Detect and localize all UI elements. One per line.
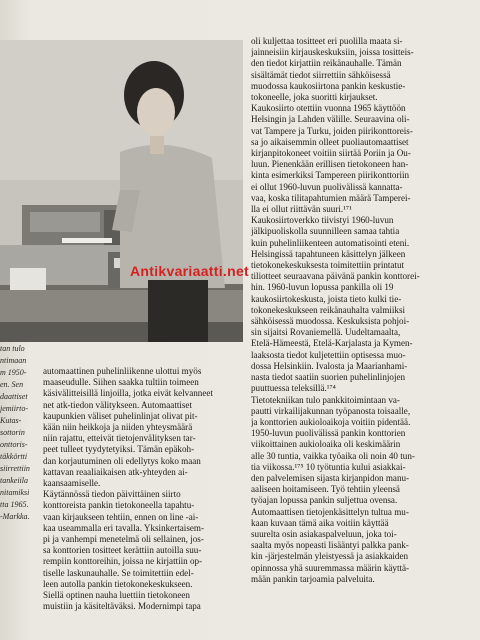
text-line: kin -järjestelmän yleistyessä ja asiakkaiden [251, 551, 409, 562]
text-line: kaupunkien väliset puhelinlinjat olivat pit- [43, 410, 198, 421]
caption-line: jemiirto- [0, 404, 28, 413]
text-line: hin. 1960-luvun lopussa pankilla oli 19 [251, 282, 394, 293]
text-line: rempiin konttoreihin, joissa ne kirjattiin op- [43, 556, 203, 567]
text-line: kään niin heikkoja ja niiden yhteysmäärä [43, 422, 193, 433]
caption-line: onttoris- [0, 440, 28, 449]
text-line: kaansaamiselle. [43, 478, 101, 489]
text-line: kirjanpitokoneet voitiin siirtää Poriin ja Ou- [251, 148, 411, 159]
caption-line: en. Sen [0, 380, 24, 389]
text-line: kaukosiirtokeskusta, joista tieto kulki tie- [251, 293, 402, 304]
text-line: työajan lopussa pankin suljettua ovensa. [251, 495, 398, 506]
text-line: kaan kuvaan tämä aika voitiin käyttää [251, 517, 389, 528]
body-text-left [43, 366, 243, 612]
text-line: Helsingissä tapahtuneen käsittelyn jälkeen [251, 248, 406, 259]
text-line: vaan kirjaukseen tehtiin, ennen on line -ai- [43, 511, 199, 522]
text-line: den tiedot kirjattiin reikänauhalle. Tämän [251, 58, 402, 69]
text-line: kaa useammalla eri tavalla. Yksinkertaisem- [43, 522, 205, 533]
text-line: aaliseen hoitamiseen. Työ tehtiin yleensä [251, 484, 400, 495]
caption-line: m 1950- [0, 368, 27, 377]
text-line: saalta myös nopeasti lisääntyi palkka pank- [251, 540, 409, 551]
text-line: tokonekeskukseen reikänauhalta valmiiksi [251, 304, 406, 315]
text-line: luun. Pienenkään erillisen tietokoneen han- [251, 159, 409, 170]
text-line: käsivälitteisillä linjoilla, jotka eivät kelvanneet [43, 388, 213, 399]
watermark: Antikvariaatti.net [130, 263, 249, 279]
text-line: peet tulleet tyydytetyiksi. Tämän epäkoh- [43, 444, 195, 455]
caption-line: sottorin [0, 428, 25, 437]
text-line: nasta tiedot saatiin suorien puhelinlinjojen [251, 372, 406, 383]
body-text-right [251, 36, 473, 585]
text-line: jainneisiin kirjauskeskuksiin, joissa tositteis- [251, 47, 414, 58]
text-line: kuin puhelinliikenteen automatisointi eteni. [251, 237, 410, 248]
text-line: alle 30 tuntia, vaikka työaika oli noin 40 tun- [251, 450, 415, 461]
photo-caption [0, 343, 40, 523]
text-line: dossa Helsinkiin. Ivalosta ja Maarianhami- [251, 360, 408, 371]
text-line: tia viikossa.¹⁷⁵ 10 työtuntia kului asiakkai- [251, 461, 406, 472]
caption-line: nitamiksi [0, 488, 30, 497]
text-line: pautti virkailijakunnan työpanosta toisaalle, [251, 405, 411, 416]
text-line: tiselle laskunauhalle. Se toimitettiin edel- [43, 567, 194, 578]
text-line: Kaukosiirtoverkko tiivistyi 1960-luvun [251, 215, 394, 226]
text-line: tietokonekeskuksesta toimitettiin printatut [251, 260, 405, 271]
caption-line: tankeiila [0, 476, 28, 485]
text-line: vat Tampere ja Turku, joiden piirikonttoreis- [251, 125, 413, 136]
caption-line: täkkörtti [0, 452, 28, 461]
text-line: muodossa kaukosiirtona pankin keskustie- [251, 80, 406, 91]
text-line: Automaattisen tietojenkäsittelyn tultua mu- [251, 506, 409, 517]
text-line: leen autolla pankin tietokonekeskukseen. [43, 578, 193, 589]
text-line: tiliotteet seuraavana päivänä pankin konttorei- [251, 271, 420, 282]
caption-line: tan tulo [0, 344, 25, 353]
text-line: sin sijaitsi Rovaniemellä. Uudeltamaalta, [251, 327, 401, 338]
text-line: maaseudulle. Siihen saakka tultiin toimeen [43, 377, 199, 388]
text-line: puuttuessa teleksillä.¹⁷⁴ [251, 383, 336, 394]
text-line: muistiin ja käsiteltäväksi. Modernimpi tapa [43, 601, 201, 612]
text-line: Kaukosiirto otettiin vuonna 1965 käyttöön [251, 103, 406, 114]
text-line: pi ja vanhempi menetelmä oli sellainen, jos- [43, 534, 204, 545]
caption-line: tta 1965. [0, 500, 29, 509]
text-line: Etelä-Hämeestä, Etelä-Karjalasta ja Kymen- [251, 338, 413, 349]
text-line: Siellä optinen nauha luettiin tietokoneen [43, 590, 190, 601]
text-line: Tietotekniikan tulo pankkitoimintaan va- [251, 394, 400, 405]
text-line: niin rajattu, etteivät tietojenvälityksen tar- [43, 433, 196, 444]
text-line: Helsingin ja Lahden välille. Seuraavina oli- [251, 114, 410, 125]
text-line: sisältämät tiedot siirrettiin sähköisessä [251, 69, 391, 80]
caption-line: -Markka. [0, 512, 30, 521]
text-line: opinnossa yhä suuremmassa määrin käyttä- [251, 562, 410, 573]
photo-illustration [0, 40, 243, 342]
text-line: den palvelemisen sijasta kirjanpidon manu- [251, 472, 410, 483]
text-line: ei ollut 1960-luvun puolivälissä kannatta- [251, 181, 403, 192]
text-line: konttoreista pankin tietokoneella tapahtu- [43, 500, 195, 511]
text-line: sa jo aikaisemmin olleet puoliautomaattiset [251, 136, 409, 147]
archival-photo [0, 40, 243, 342]
text-line: mään pankin tarjoamia palveluita. [251, 573, 375, 584]
text-line: 1950-luvun puolivälissä pankin konttorien [251, 428, 406, 439]
text-line: suurelta osin asiakaspalveluun, joka toi- [251, 528, 397, 539]
text-line: viikoittainen aukioloaika oli keskimäärin [251, 439, 401, 450]
text-line: vaa, koska tilitapahtumien määrä Tamperei- [251, 192, 411, 203]
text-line: ja konttorien aukioloaikoja voitiin pidentää. [251, 416, 411, 427]
text-line: oli kuljettaa tositteet eri puolilla maata si- [251, 36, 403, 46]
text-line: sähköisessä muodossa. Keskuksista pohjoi- [251, 316, 410, 327]
text-line: Käytännössä tiedon päivittäinen siirto [43, 489, 181, 500]
text-line: sa konttorien tositteet kerättiin autoilla suu- [43, 545, 202, 556]
text-line: automaattinen puhelinliikenne ulottui myös [43, 366, 202, 376]
text-line: laaksosta tiedot kuljetettiin optisessa muo- [251, 349, 406, 360]
caption-line: siirrettiin [0, 464, 30, 473]
text-line: net atk-tiedon välitykseen. Automaattiset [43, 399, 192, 410]
text-line: lla ei ollut riittävän suuri.¹⁷¹ [251, 204, 352, 215]
text-line: tokoneelle, joka suoritti kirjaukset. [251, 92, 378, 103]
caption-line: ntimaan [0, 356, 27, 365]
caption-line: daattiset [0, 392, 28, 401]
text-line: dan korjautuminen oli edellytys koko maan [43, 455, 201, 466]
text-line: jälkipuoliskolla suunnilleen samaa tahtia [251, 226, 400, 237]
text-line: kinta esimerkiksi Tampereen piirikonttoriin [251, 170, 410, 181]
text-line: kattavan reaaliaikaisen atk-yhteyden ai- [43, 466, 188, 477]
caption-line: Kutas- [0, 416, 22, 425]
